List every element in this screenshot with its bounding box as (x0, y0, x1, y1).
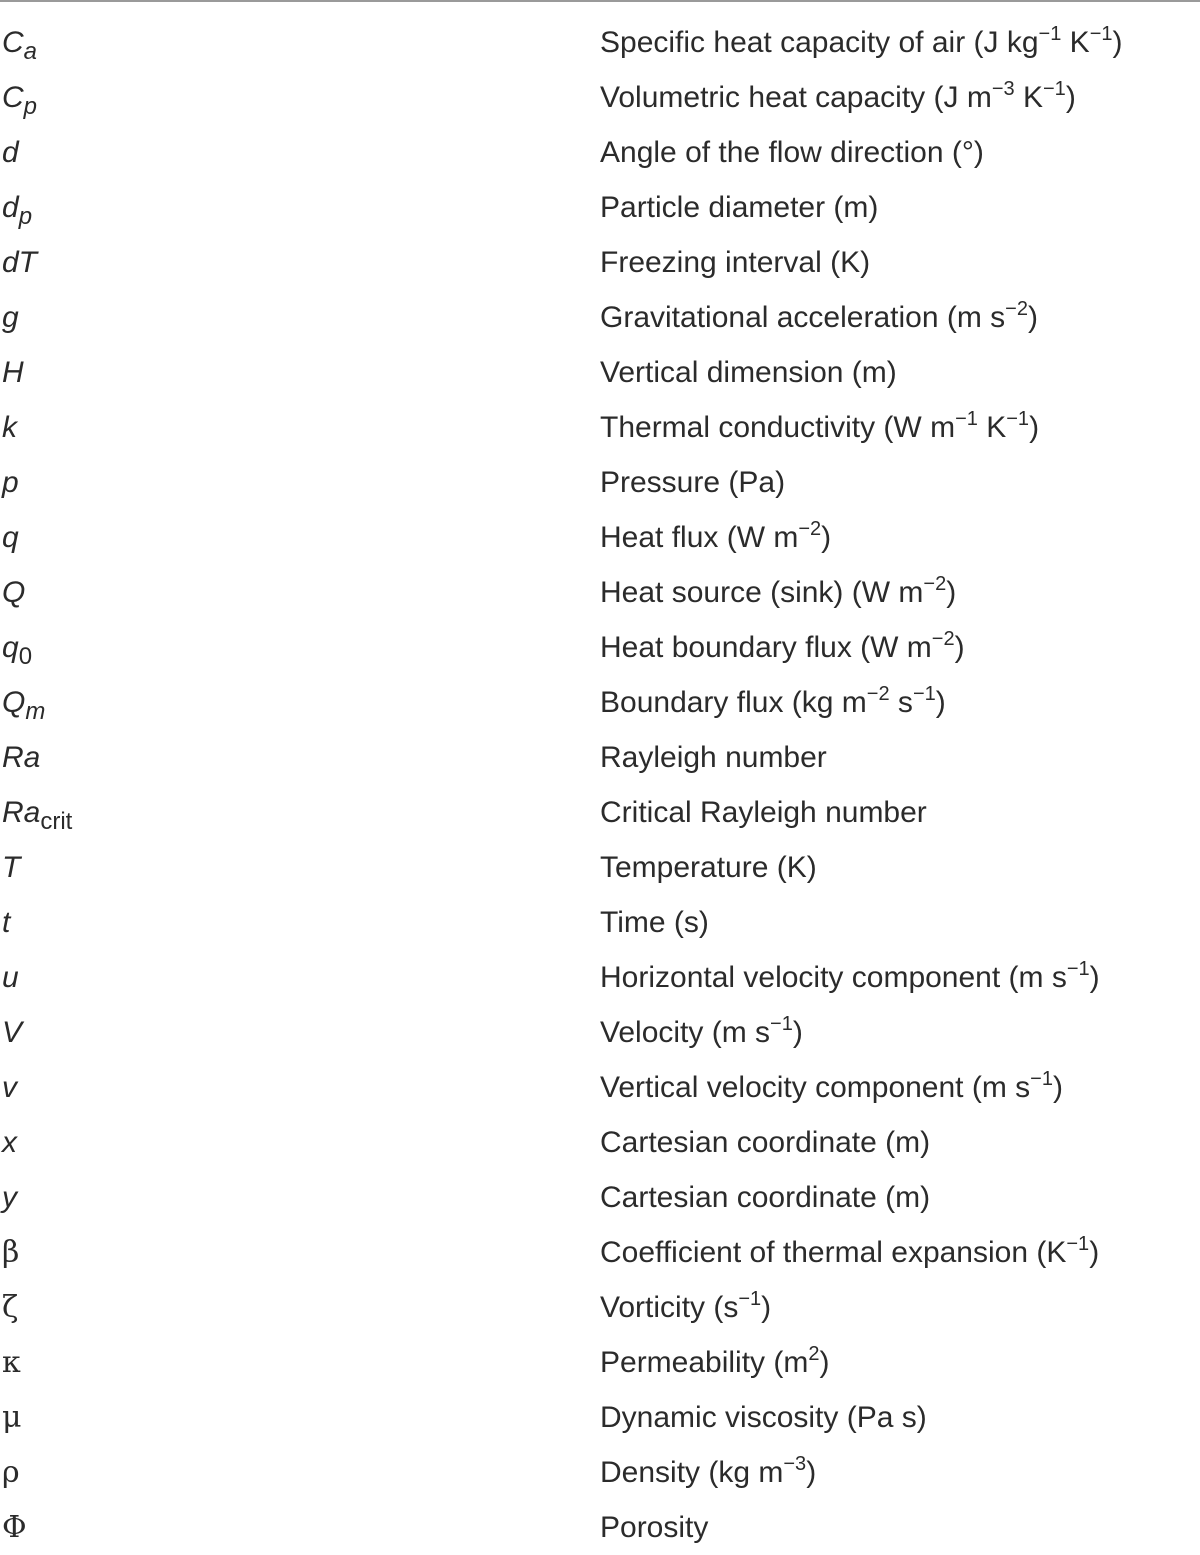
unit-exponent: −1 (1089, 23, 1113, 45)
symbol-cell (2, 400, 17, 455)
description-cell (600, 1390, 927, 1445)
table-row (0, 1060, 1200, 1115)
description-cell (600, 455, 785, 510)
description-text: ) (1089, 1236, 1100, 1269)
table-row (0, 1170, 1200, 1225)
description-text: Temperature (K) (600, 851, 817, 884)
description-text: Specific heat capacity of air (J kg (600, 26, 1039, 59)
symbol-subscript: crit (40, 808, 73, 835)
symbol-subscript: m (25, 698, 46, 725)
description-cell (600, 1225, 1099, 1280)
table-row (0, 400, 1200, 455)
description-text: ) (806, 1456, 817, 1489)
symbol: u (2, 961, 19, 994)
table-row (0, 730, 1200, 785)
symbol: ρ (2, 1455, 20, 1490)
table-row (0, 895, 1200, 950)
description-text: Gravitational acceleration (m s (600, 301, 1006, 334)
description-text: Heat source (sink) (W m (600, 576, 924, 609)
symbol-cell (2, 1225, 19, 1280)
symbol: Ra (2, 796, 41, 829)
description-cell (600, 400, 1039, 455)
symbol-cell (2, 730, 40, 785)
description-text: Pressure (Pa) (600, 466, 786, 499)
unit-exponent: −3 (991, 78, 1015, 100)
symbol: t (2, 906, 11, 939)
description-cell (600, 1060, 1063, 1115)
symbol-cell (2, 1005, 22, 1060)
description-text: Horizontal velocity component (m s (600, 961, 1067, 994)
description-text: Rayleigh number (600, 741, 827, 774)
description-cell (600, 125, 984, 180)
table-row (0, 15, 1200, 70)
table-row (0, 180, 1200, 235)
description-text: Time (s) (600, 906, 709, 939)
symbol: y (2, 1181, 17, 1214)
description-text: ) (935, 686, 946, 719)
description-text: s (889, 686, 913, 719)
unit-exponent: −1 (1066, 958, 1090, 980)
description-text: Particle diameter (m) (600, 191, 879, 224)
table-row (0, 455, 1200, 510)
symbol-cell (2, 1500, 27, 1555)
unit-exponent: −1 (1066, 1233, 1090, 1255)
table-row (0, 70, 1200, 125)
description-cell (600, 1500, 708, 1555)
description-text: ) (792, 1016, 803, 1049)
description-text: Boundary flux (kg m (600, 686, 867, 719)
description-text: Vertical velocity component (m s (600, 1071, 1031, 1104)
table-row (0, 675, 1200, 730)
symbol: k (2, 411, 17, 444)
description-text: Cartesian coordinate (m) (600, 1181, 931, 1214)
table-row (0, 345, 1200, 400)
symbol: p (2, 466, 19, 499)
description-cell (600, 895, 709, 950)
description-text: ) (1112, 26, 1123, 59)
symbol-cell (2, 840, 20, 895)
description-cell (600, 1115, 930, 1170)
symbol-cell (2, 675, 45, 730)
description-text: Vertical dimension (m) (600, 356, 897, 389)
symbol: Q (2, 686, 26, 719)
table-row (0, 1280, 1200, 1335)
symbol-cell (2, 565, 25, 620)
symbol-cell (2, 895, 10, 950)
symbol: T (2, 851, 21, 884)
symbol-cell (2, 290, 19, 345)
symbol: κ (2, 1345, 21, 1380)
description-text: K (1014, 81, 1043, 114)
unit-exponent: −2 (931, 628, 955, 650)
unit-exponent: −1 (955, 408, 978, 430)
table-row (0, 565, 1200, 620)
symbol-subscript: 0 (18, 643, 33, 670)
symbol-cell (2, 785, 72, 840)
description-text: ) (1065, 81, 1076, 114)
symbol: d (2, 136, 19, 169)
table-row (0, 125, 1200, 180)
unit-exponent: −2 (866, 683, 890, 705)
symbol: Φ (2, 1510, 27, 1545)
symbol: v (2, 1071, 17, 1104)
unit-exponent: −2 (798, 518, 822, 540)
description-cell (600, 620, 965, 675)
description-cell (600, 70, 1076, 125)
description-text: Porosity (600, 1511, 709, 1544)
description-cell (600, 565, 956, 620)
unit-exponent: −3 (783, 1453, 807, 1475)
description-cell (600, 730, 827, 785)
description-text: ) (1089, 961, 1100, 994)
symbol: d (2, 191, 19, 224)
symbol-cell (2, 1445, 20, 1500)
description-text: ) (761, 1291, 772, 1324)
description-text: ) (1052, 1071, 1063, 1104)
description-text: Freezing interval (K) (600, 246, 871, 279)
unit-exponent: −1 (1006, 408, 1030, 430)
description-cell (600, 1170, 930, 1225)
description-text: Cartesian coordinate (m) (600, 1126, 931, 1159)
symbol-cell (2, 620, 32, 675)
symbol: ζ (2, 1290, 19, 1325)
description-text: ) (946, 576, 957, 609)
description-cell (600, 235, 870, 290)
symbol: C (2, 26, 24, 59)
symbol: Ra (2, 741, 41, 774)
description-cell (600, 510, 831, 565)
symbol: β (2, 1235, 20, 1270)
description-text: Thermal conductivity (W m (600, 411, 956, 444)
description-cell (600, 1335, 830, 1390)
symbol-cell (2, 1280, 18, 1335)
unit-exponent: −1 (1043, 78, 1066, 100)
unit-exponent: 2 (808, 1343, 820, 1365)
unit-exponent: −2 (923, 573, 947, 595)
symbol-subscript: a (23, 38, 38, 65)
table-row (0, 840, 1200, 895)
symbol-cell (2, 1060, 17, 1115)
table-row (0, 1335, 1200, 1390)
description-text: ) (819, 1346, 830, 1379)
unit-exponent: −2 (1005, 298, 1028, 320)
symbol-subscript: p (23, 93, 38, 120)
symbol: dT (2, 246, 38, 279)
symbol-subscript: p (18, 203, 33, 230)
description-text: Volumetric heat capacity (J m (600, 81, 992, 114)
unit-exponent: −1 (1030, 1068, 1053, 1090)
symbol-cell (2, 510, 19, 565)
symbol: g (2, 301, 19, 334)
description-text: ) (1029, 411, 1040, 444)
description-text: ) (954, 631, 965, 664)
description-text: Permeability (m (600, 1346, 809, 1379)
description-text: Dynamic viscosity (Pa s) (600, 1401, 927, 1434)
table-top-rule (0, 0, 1200, 2)
description-text: K (1061, 26, 1090, 59)
table-row (0, 1225, 1200, 1280)
symbol: q (2, 521, 19, 554)
symbol: V (2, 1016, 23, 1049)
symbol-cell (2, 235, 37, 290)
symbol-cell (2, 455, 19, 510)
table-row (0, 1390, 1200, 1445)
description-cell (600, 840, 817, 895)
symbol-cell (2, 125, 19, 180)
symbol-cell (2, 1390, 22, 1445)
symbol-cell (2, 15, 37, 70)
description-text: Critical Rayleigh number (600, 796, 927, 829)
description-text: Vorticity (s (600, 1291, 739, 1324)
table-row (0, 785, 1200, 840)
table-row (0, 1005, 1200, 1060)
description-cell (600, 950, 1100, 1005)
description-cell (600, 675, 946, 730)
symbol-cell (2, 1115, 17, 1170)
description-cell (600, 180, 878, 235)
table-row (0, 1500, 1200, 1555)
description-text: Velocity (m s (600, 1016, 771, 1049)
table-row (0, 620, 1200, 675)
symbol-cell (2, 70, 37, 125)
description-text: Heat flux (W m (600, 521, 799, 554)
table-row (0, 510, 1200, 565)
description-text: Coefficient of thermal expansion (K (600, 1236, 1067, 1269)
unit-exponent: −1 (738, 1288, 762, 1310)
table-row (0, 1115, 1200, 1170)
unit-exponent: −1 (912, 683, 936, 705)
description-cell (600, 1445, 816, 1500)
table-row (0, 235, 1200, 290)
description-text: K (977, 411, 1007, 444)
description-cell (600, 345, 897, 400)
table-row (0, 290, 1200, 345)
description-cell (600, 1005, 803, 1060)
symbol-cell (2, 345, 24, 400)
description-text: Density (kg m (600, 1456, 784, 1489)
nomenclature-table (0, 15, 1200, 1555)
symbol: q (2, 631, 19, 664)
symbol-cell (2, 1170, 17, 1225)
symbol: H (2, 356, 24, 389)
table-row (0, 1445, 1200, 1500)
symbol: x (2, 1126, 17, 1159)
unit-exponent: −1 (770, 1013, 793, 1035)
symbol-cell (2, 950, 19, 1005)
table-row (0, 950, 1200, 1005)
description-cell (600, 1280, 771, 1335)
description-cell (600, 785, 927, 840)
unit-exponent: −1 (1038, 23, 1062, 45)
description-text: Heat boundary flux (W m (600, 631, 932, 664)
description-text: Angle of the flow direction (°) (600, 136, 984, 169)
description-cell (600, 290, 1038, 345)
symbol-cell (2, 180, 32, 235)
symbol: C (2, 81, 24, 114)
description-text: ) (821, 521, 832, 554)
description-text: ) (1027, 301, 1038, 334)
symbol-cell (2, 1335, 21, 1390)
description-cell (600, 15, 1123, 70)
symbol: μ (2, 1400, 22, 1435)
symbol: Q (2, 576, 26, 609)
